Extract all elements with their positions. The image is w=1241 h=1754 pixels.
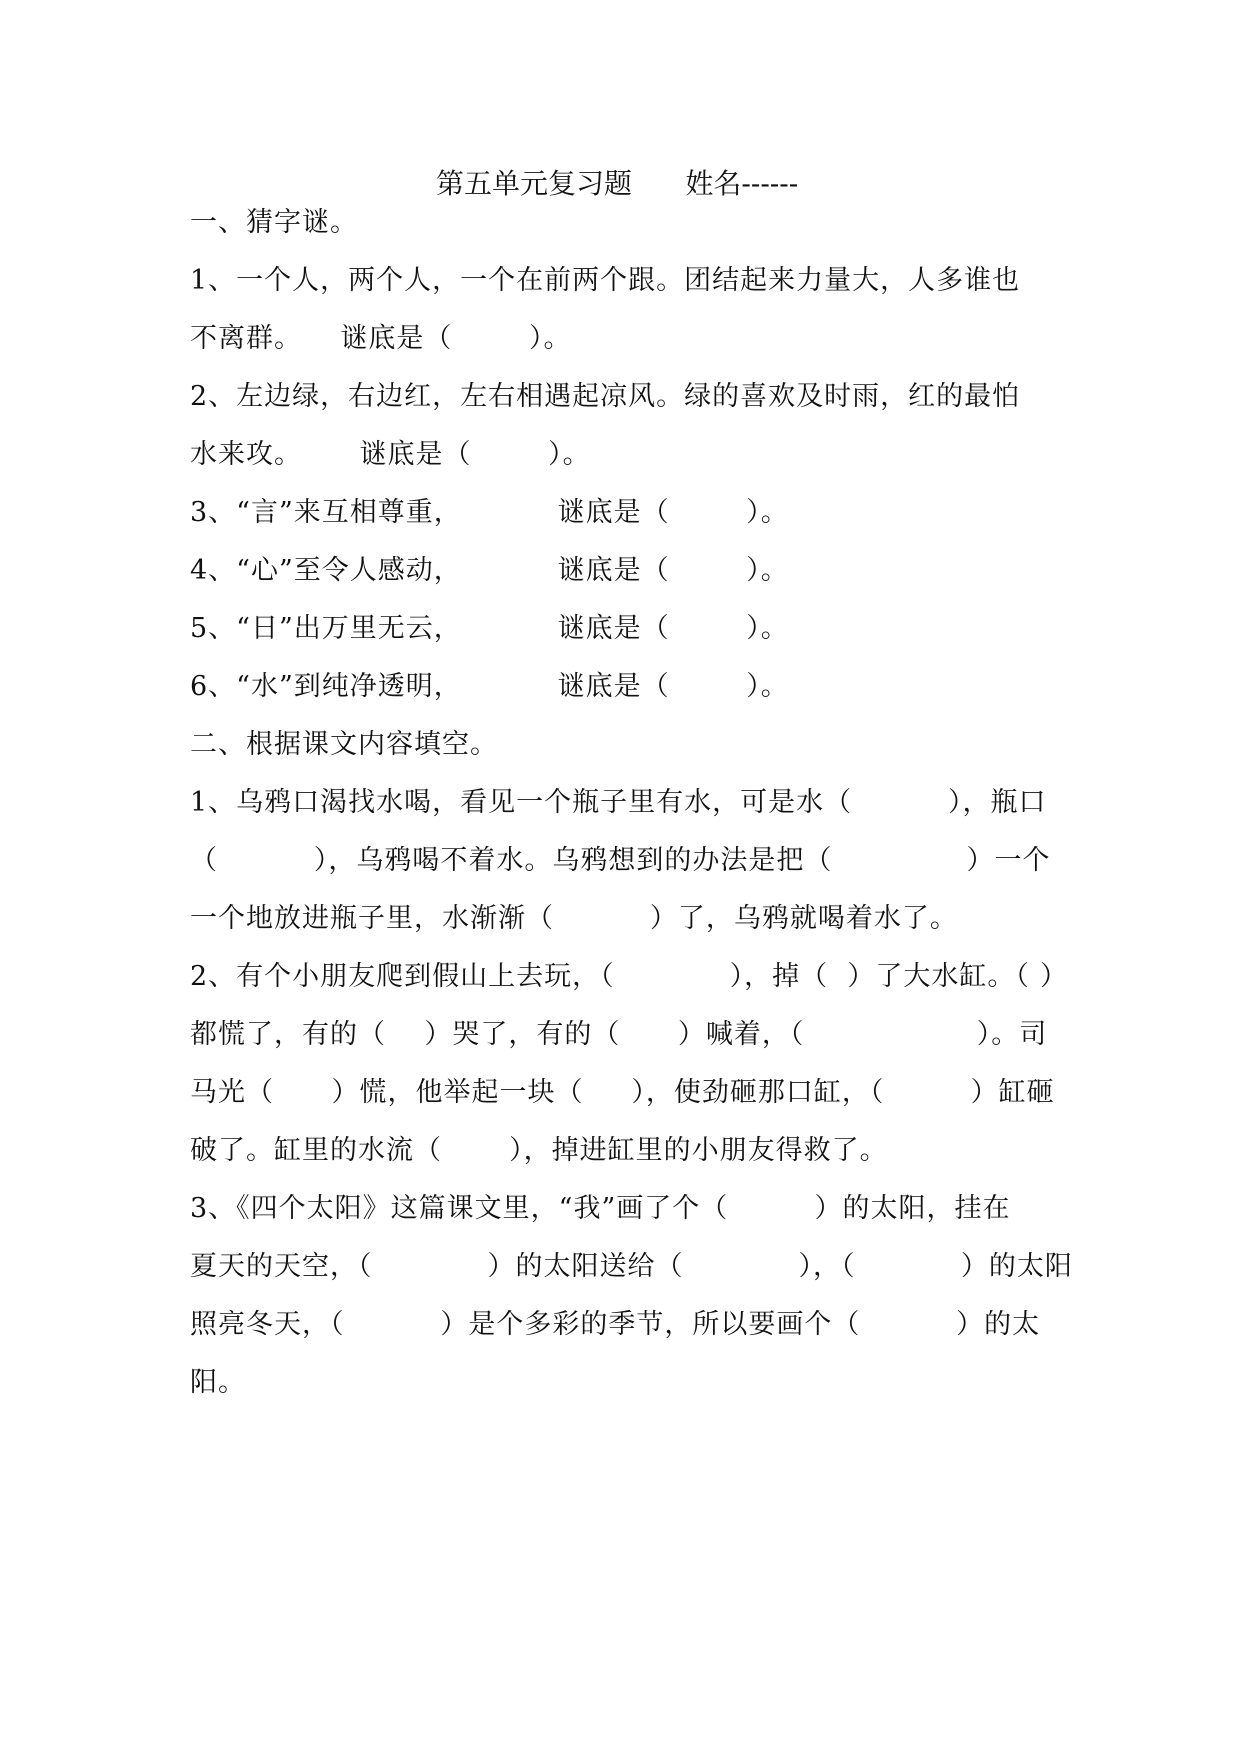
fill-2-line-1-left: 2、有个小朋友爬到假山上去玩，（ ），掉（ ）了大水缸。（	[190, 961, 1030, 992]
fill-3-line-2: 夏天的天空，（ ）的太阳送给（ ），（ ）的太阳	[190, 1251, 1073, 1282]
fill-3-line-4: 阳。	[190, 1367, 246, 1398]
riddle-5: 5、“日”出万里无云， 谜底是（ ）。	[190, 613, 789, 644]
fill-2-line-1	[190, 959, 1068, 995]
name-field: 姓名------	[685, 167, 799, 200]
riddle-2-line-2: 水来攻。 谜底是（ ）。	[190, 439, 591, 470]
riddle-3: 3、“言”来互相尊重， 谜底是（ ）。	[190, 497, 789, 528]
riddle-1-line-1: 1、一个人，两个人，一个在前两个跟。团结起来力量大，人多谁也	[190, 265, 1021, 296]
fill-1-line-3: 一个地放进瓶子里，水渐渐（ ）了，乌鸦就喝着水了。	[190, 903, 958, 934]
fill-1-line-1: 1、乌鸦口渴找水喝，看见一个瓶子里有水，可是水（ ），瓶口	[190, 787, 1047, 818]
riddle-4: 4、“心”至令人感动， 谜底是（ ）。	[190, 555, 789, 586]
riddle-6: 6、“水”到纯净透明， 谜底是（ ）。	[190, 671, 789, 702]
fill-2-line-2: 都慌了，有的（ ）哭了，有的（ ）喊着，（ ）。司	[190, 1019, 1048, 1050]
fill-3-line-3: 照亮冬天，（ ）是个多彩的季节，所以要画个（ ）的太	[190, 1309, 1041, 1340]
fill-1-line-2: （ ），乌鸦喝不着水。乌鸦想到的办法是把（ ）一个	[190, 845, 1051, 876]
section-2-heading: 二、根据课文内容填空。	[190, 729, 498, 760]
fill-2-line-3: 马光（ ）慌，他举起一块（ ），使劲砸那口缸，（ ）缸砸	[190, 1077, 1055, 1108]
fill-2-line-4: 破了。缸里的水流（ ），掉进缸里的小朋友得救了。	[190, 1135, 888, 1166]
fill-2-line-1-right: ）	[1040, 961, 1068, 992]
title-text: 第五单元复习题	[436, 167, 633, 200]
fill-3-line-1: 3、《四个太阳》这篇课文里，“我”画了个（ ）的太阳，挂在	[190, 1193, 1011, 1224]
section-1-heading: 一、猜字谜。	[190, 207, 358, 238]
riddle-1-line-2: 不离群。 谜底是（ ）。	[190, 323, 572, 354]
page-title	[436, 166, 798, 202]
riddle-2-line-1: 2、左边绿，右边红，左右相遇起凉风。绿的喜欢及时雨，红的最怕	[190, 381, 1021, 412]
